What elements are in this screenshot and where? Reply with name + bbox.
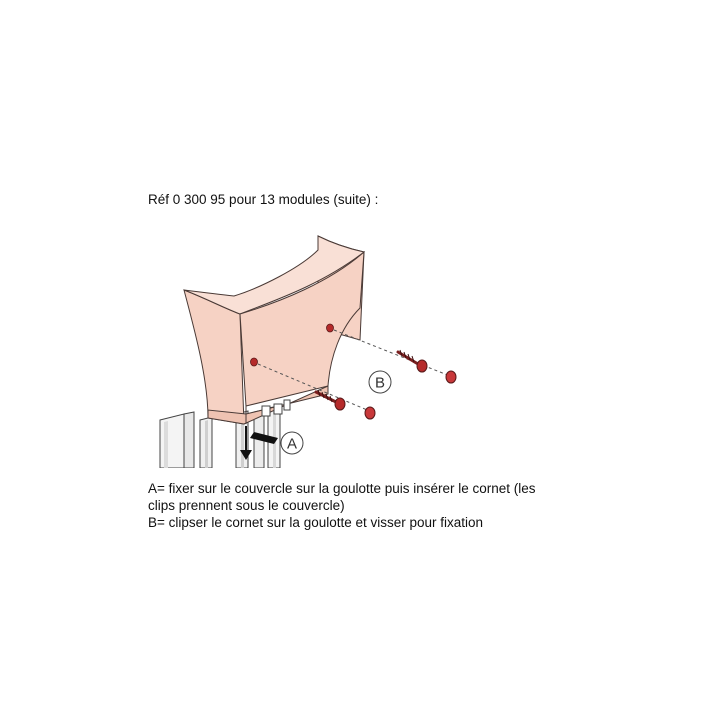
caption: [148, 480, 588, 531]
screw-lower: [316, 390, 345, 410]
cap-upper: [446, 371, 456, 383]
label-a: [281, 432, 303, 454]
svg-text:A: A: [286, 435, 298, 453]
cap-lower: [365, 407, 375, 419]
caption-line-3: B= clipser le cornet sur la goulotte et visser pour fixation: [148, 515, 484, 530]
caption-line-1: A= fixer sur le couvercle sur la goulotte puis insérer le cornet (les: [148, 481, 536, 496]
svg-text:B: B: [374, 374, 386, 392]
screw-hole-lower: [251, 358, 258, 366]
screw-hole-upper: [327, 324, 334, 332]
assembly-diagram: [150, 228, 470, 468]
title: Réf 0 300 95 pour 13 modules (suite) :: [148, 192, 379, 207]
cornet-cover: [184, 236, 364, 424]
caption-line-2: clips prennent sous le couvercle): [148, 498, 345, 513]
clips: [262, 400, 290, 416]
label-b: [369, 371, 391, 393]
screw-upper: [398, 350, 427, 372]
